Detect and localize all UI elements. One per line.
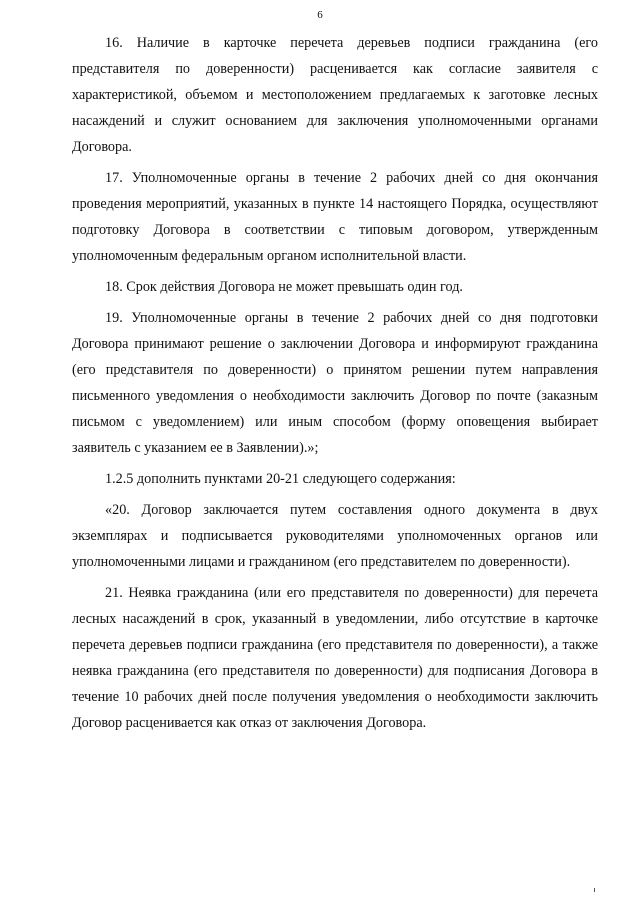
- paragraph-20: «20. Договор заключается путем составления одного документа в двух экземплярах и подписывается руководителями уполномоченных органов или уполномоченными лицами и гражданином (его представителем по доверенности).: [72, 502, 598, 570]
- scan-mark: [594, 888, 595, 892]
- paragraph-18: 18. Срок действия Договора не может превышать один год.: [105, 279, 463, 295]
- page-number: 6: [317, 9, 323, 21]
- document-body: [72, 30, 598, 741]
- paragraph-1-2-5: 1.2.5 дополнить пунктами 20-21 следующего содержания:: [105, 471, 456, 487]
- paragraph-21: 21. Неявка гражданина (или его представителя по доверенности) для перечета лесных насаждений в срок, указанный в уведомлении, либо отсутствие в карточке перечета деревьев подписи гражданина (его представителя по доверенности), а также неявка гражданина (его представителя по доверенности) для подписания Договора в течение 10 рабочих дней после получения уведомления о необходимости заключить Договор расценивается как отказ от заключения Договора.: [72, 585, 598, 731]
- paragraph-17: 17. Уполномоченные органы в течение 2 рабочих дней со дня окончания проведения мероприятий, указанных в пункте 14 настоящего Порядка, осуществляют подготовку Договора в соответствии с типовым договором, утвержденным уполномоченным федеральным органом исполнительной власти.: [72, 170, 598, 264]
- paragraph-19: 19. Уполномоченные органы в течение 2 рабочих дней со дня подготовки Договора принимают решение о заключении Договора и информируют гражданина (его представителя по доверенности) о принятом решении путем направления письменного уведомления о необходимости заключить Договор по почте (заказным письмом с уведомлением) или иным способом (форму оповещения выбирает заявитель с указанием ее в Заявлении).»;: [72, 310, 598, 456]
- paragraph-16: 16. Наличие в карточке перечета деревьев подписи гражданина (его представителя по доверенности) расценивается как согласие заявителя с характеристикой, объемом и местоположением предлагаемых к заготовке лесных насаждений и служит основанием для заключения уполномоченными органами Договора.: [72, 35, 598, 155]
